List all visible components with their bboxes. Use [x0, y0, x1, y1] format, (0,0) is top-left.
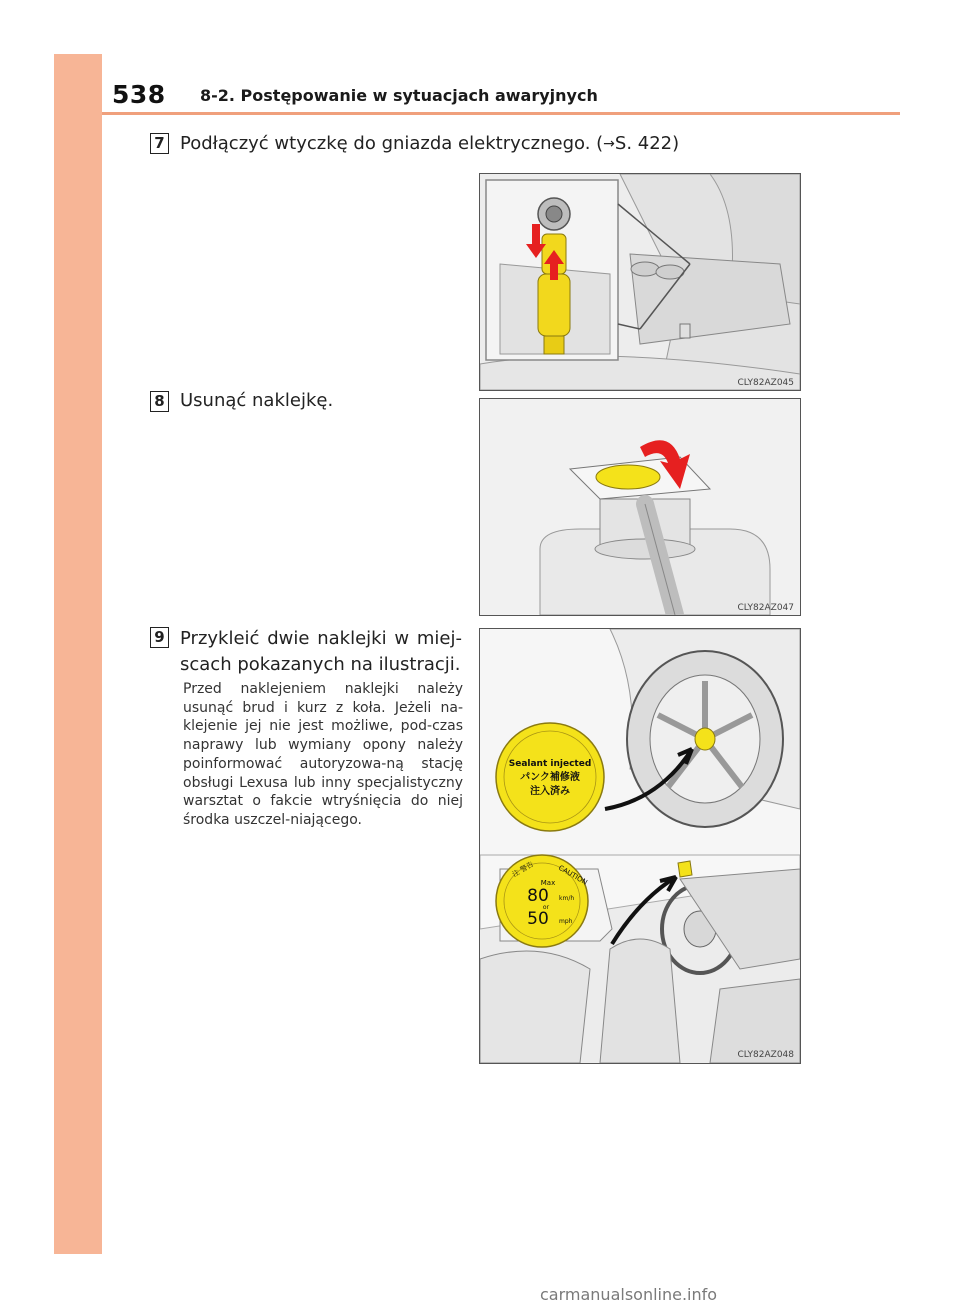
sticker-caution: CAUTION [557, 863, 589, 887]
step-8-text: Usunąć naklejkę. [180, 390, 334, 411]
page-number: 538 [112, 80, 166, 109]
sticker-warning-jp: 注 警告 [511, 860, 536, 879]
sticker-line-2: パンク補修液 [520, 772, 580, 783]
sticker-kmh-value: 80 [527, 886, 549, 906]
step-9-note: Przed naklejeniem naklejki należy usunąć brud i kurz z koła. Jeżeli na-klejenie jej nie jest możliwe, pod-czas naprawy lub wymiany opony należy poinformować autoryzowa-ną stację obsługi Lexusa lub inny specjalistyczny warsztat o fakcie wtryśnięcia do niej środka uszczel-niającego. [183, 681, 463, 828]
sticker-mph-value: 50 [527, 909, 549, 929]
sticker-line-1: Sealant injected [508, 759, 592, 769]
fig1-code-label: CLY82AZ045 [737, 378, 794, 388]
step-7-text [180, 133, 679, 154]
sticker-kmh-unit: km/h [559, 895, 575, 902]
sticker-line-3: 注入済み [530, 786, 570, 797]
section-title: 8-2. Postępowanie w sytuacjach awaryjnych [200, 86, 598, 105]
step-9-badge: 9 [150, 627, 169, 648]
figure-sticker-placement [479, 628, 801, 1064]
sticker-or: or [542, 904, 550, 911]
fig3-code-label: CLY82AZ048 [737, 1050, 794, 1060]
sealant-injected-sticker [496, 723, 604, 831]
sticker-mph-unit: mph [559, 918, 573, 925]
side-color-band [54, 54, 102, 1254]
fig2-code-label: CLY82AZ047 [737, 603, 794, 613]
power-outlet-illustration [480, 174, 800, 390]
page-reference-link[interactable]: S. 422) [614, 133, 680, 154]
sealant-bottle-illustration [480, 399, 800, 615]
sticker-max: Max [540, 879, 556, 887]
figure-remove-sticker [479, 398, 801, 616]
step-7-instruction: Podłączyć wtyczkę do gniazda elektrycznego. ( [180, 133, 604, 154]
step-7-badge: 7 [150, 133, 169, 154]
header-rule [102, 112, 900, 115]
step-8-badge: 8 [150, 391, 169, 412]
watermark-link[interactable]: carmanualsonline.info [540, 1285, 718, 1304]
sticker-placement-illustration [480, 629, 800, 1063]
speed-limit-sticker [496, 855, 589, 947]
step-9-text: Przykleić dwie naklejki w miej-scach pokazanych na ilustracji. [180, 628, 462, 675]
reference-arrow-icon: → [603, 136, 615, 152]
figure-power-outlet [479, 173, 801, 391]
